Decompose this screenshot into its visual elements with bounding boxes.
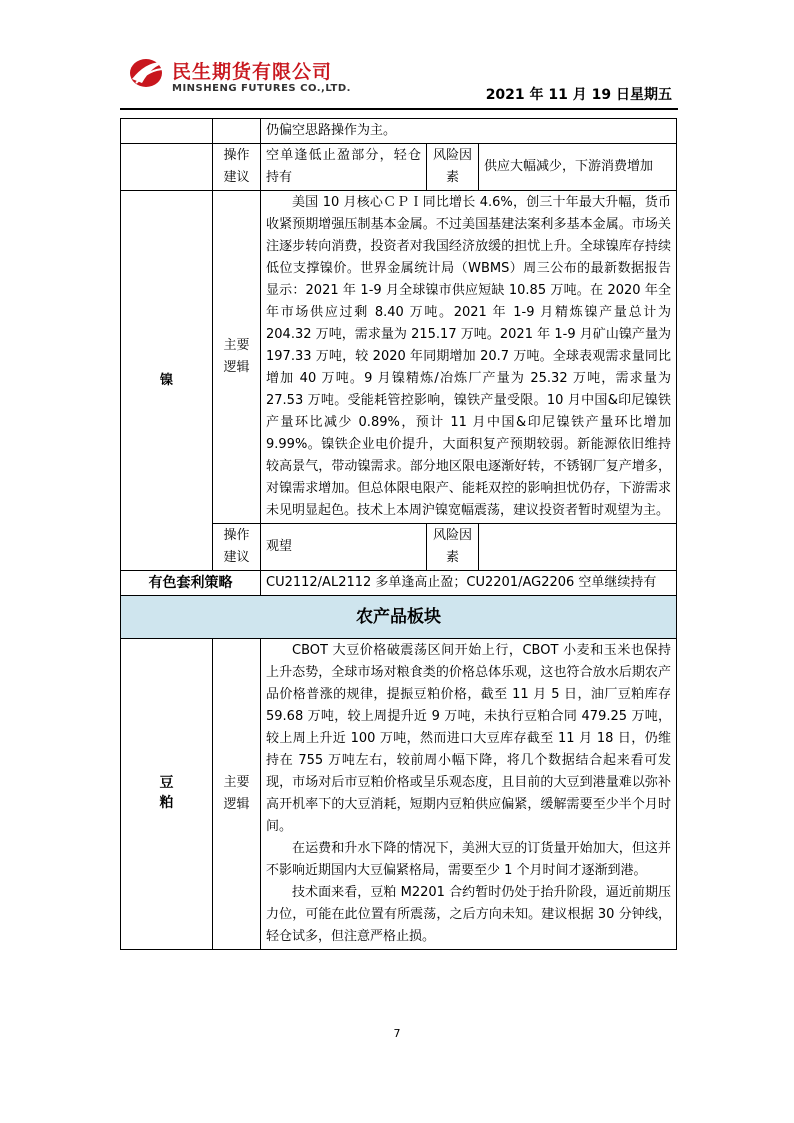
nickel-logic-paragraph: 美国 10 月核心ＣＰＩ同比增长 4.6%，创三十年最大升幅，货币收紧预期增强压制基本金属。不过美国基建法案利多基本金属。市场关注逐步转向消费，投资者对我国经济放缓的担忧上升。全球镍库存持续低位支撑镍价。世界金属统计局（WBMS）周三公布的最新数据报告显示：2021 年 1-9 月全球镍市供应短缺 10.85 万吨。在 2020 年全年市场供应过剩 8.40 万吨。2021 年 1-9 月精炼镍产量总计为 204.32 万吨，需求量为 215.17 万吨。2021 年 1-9 月矿山镍产量为 197.33 万吨，较 2020 年同期增加 20.7 万吨。全球表观需求量同比增加 40 万吨。9 月镍精炼/冶炼厂产量为 25.32 万吨，需求量为 27.53 万吨。受能耗管控影响，镍铁产量受限。10 月中国&印尼镍铁产量环比减少 0.89%，预计 11 月中国&印尼镍铁产量环比增加 9.99%。镍铁企业电价提升，大面积复产预期较弱。新能源依旧维持较高景气，带动镍需求。部分地区限电逐渐好转，不锈钢厂复产增多，对镍需求增加。但总体限电限产、能耗双控的影响担忧仍存，下游需求未见明显起色。技术上本周沪镍宽幅震荡，建议投资者暂时观望为主。 — [266, 195, 672, 518]
main-logic-label: 主要逻辑 — [213, 191, 261, 524]
empty-cell — [121, 119, 213, 144]
strategy-table — [120, 118, 677, 950]
soymeal-paragraph-1: CBOT 大豆价格破震荡区间开始上行，CBOT 小麦和玉米也保持上升态势，全球市场对粮食类的价格总体乐观，这也符合放水后期农产品价格普涨的规律，提振豆粕价格，截至 11 月 5 日，油厂豆粕库存 59.68 万吨，较上周提升近 9 万吨，未执行豆粕合同 479.25 万吨，较上周上升近 100 万吨，然而进口大豆库存截至 11 月 18 日，仍维持在 755 万吨左右，较前周小幅下降，将几个数据结合起来看可发现，市场对后市豆粕价格或呈乐观态度，且目前的大豆到港量难以弥补高开机率下的大豆消耗，短期内豆粕供应偏紧，缓解需要至少半个月时间。 — [266, 643, 672, 834]
page-number: 7 — [393, 1027, 401, 1040]
table-row — [121, 639, 677, 950]
table-row — [121, 119, 677, 144]
op-suggestion-label: 操作建议 — [213, 524, 261, 571]
report-date: 2021 年 11 月 19 日星期五 — [485, 87, 672, 103]
continued-text: 仍偏空思路操作为主。 — [261, 119, 677, 144]
soymeal-vertical-label: 豆粕 — [159, 775, 174, 811]
risk-factor-text: 供应大幅减少，下游消费增加 — [479, 144, 677, 191]
logo-english-name: MINSHENG FUTURES CO.,LTD. — [172, 83, 351, 94]
arbitrage-label: 有色套利策略 — [121, 571, 261, 596]
table-row — [121, 191, 677, 524]
company-logo — [128, 55, 368, 100]
nickel-op-text: 观望 — [261, 524, 427, 571]
empty-cell — [121, 144, 213, 191]
nickel-logic-text — [261, 191, 677, 524]
soymeal-paragraph-2: 在运费和升水下降的情况下，美洲大豆的订货量开始加大，但这并不影响近期国内大豆偏紧格局，需要至少 1 个月时间才逐渐到港。 — [266, 841, 672, 878]
empty-cell — [213, 119, 261, 144]
header-divider — [120, 108, 678, 110]
commodity-nickel: 镍 — [121, 191, 213, 571]
op-suggestion-text: 空单逢低止盈部分，轻仓持有 — [261, 144, 427, 191]
main-logic-label: 主要逻辑 — [213, 639, 261, 950]
arbitrage-text: CU2112/AL2112 多单逢高止盈；CU2201/AG2206 空单继续持有 — [261, 571, 677, 596]
section-title: 农产品板块 — [121, 596, 677, 639]
risk-factor-label: 风险因素 — [427, 144, 479, 191]
soymeal-logic-text — [261, 639, 677, 950]
nickel-risk-text — [479, 524, 677, 571]
logo-chinese-name: 民生期货有限公司 — [172, 61, 333, 83]
commodity-soymeal — [121, 639, 213, 950]
table-row — [121, 596, 677, 639]
op-suggestion-label: 操作建议 — [213, 144, 261, 191]
risk-factor-label: 风险因素 — [427, 524, 479, 571]
table-row — [121, 144, 677, 191]
soymeal-paragraph-3: 技术面来看，豆粕 M2201 合约暂时仍处于抬升阶段，逼近前期压力位，可能在此位置有所震荡，之后方向未知。建议根据 30 分钟线，轻仓试多，但注意严格止损。 — [266, 885, 672, 944]
logo-swoosh-icon — [128, 55, 168, 91]
table-row — [121, 571, 677, 596]
